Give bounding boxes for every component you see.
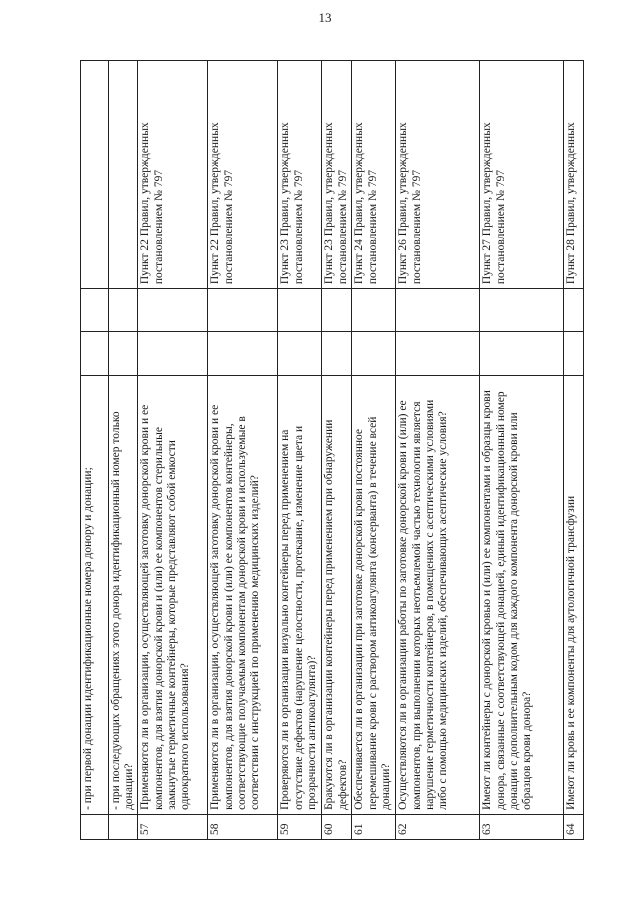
question-cell: Обеспечивается ли в организации при заготовке донорской крови постоянное перемешивание крови с раствором антикоагулянта (консерванта) в течение всей донации? [352,375,396,814]
answer-cell [322,332,352,375]
answer-cell [322,289,352,332]
question-cell: Проверяются ли в организации визуально контейнеры перед применением на отсутствие дефектов (нарушение целостности, протекание, изменение цвета и прозрачности антикоагулянта)? [278,375,322,814]
reference-cell: Пункт 22 Правил, утвержденных постановлением № 797 [138,61,208,289]
question-cell: Имеют ли контейнеры с донорской кровью и (или) ее компонентами и образцы крови донора, связанные с соответствующей донацией, единый идентификационный номер донации с дополнительным кодом для каждого компонента донорской крови или образцов крови донора? [480,375,564,814]
question-cell: Применяются ли в организации, осуществляющей заготовку донорской крови и ее компонентов, для взятия донорской крови и (или) ее компонентов контейнеры, соответствующие получаемым компонентам донорской крови и используемые в соответствии с инструкцией по применению медицинских изделий? [208,375,278,814]
table-row [278,61,322,840]
row-number [81,814,109,839]
answer-cell [81,332,109,375]
answer-cell [278,289,322,332]
answer-cell [396,289,480,332]
reference-cell: Пункт 27 Правил, утвержденных постановлением № 797 [480,61,564,289]
answer-cell [138,289,208,332]
answer-cell [352,332,396,375]
answer-cell [138,332,208,375]
answer-cell [109,332,138,375]
answer-cell [81,289,109,332]
answer-cell [208,289,278,332]
row-number: 60 [322,814,352,839]
reference-cell: Пункт 24 Правил, утвержденных постановлением № 797 [352,61,396,289]
row-number: 59 [278,814,322,839]
reference-cell [81,61,109,289]
answer-cell [480,332,564,375]
question-cell: Бракуются ли в организации контейнеры перед применением при обнаружении дефектов? [322,375,352,814]
question-cell: Осуществляются ли в организации работы по заготовке донорской крови и (или) ее компонентов, при выполнении которых неотъемлемой частью технологии является нарушение герметичности контейнеров, в помещениях с асептическими условиями либо с помощью медицинских изделий, обеспечивающих асептические условия? [396,375,480,814]
row-number: 58 [208,814,278,839]
answer-cell [278,332,322,375]
answer-cell [480,289,564,332]
rotated-page-content [80,60,585,840]
reference-cell: Пункт 26 Правил, утвержденных постановлением № 797 [396,61,480,289]
table-row [352,61,396,840]
reference-cell [109,61,138,289]
table-row [396,61,480,840]
reference-cell: Пункт 22 Правил, утвержденных постановлением № 797 [208,61,278,289]
checklist-table [80,60,584,840]
row-number: 57 [138,814,208,839]
table-row [109,61,138,840]
answer-cell [109,289,138,332]
row-number: 62 [396,814,480,839]
table-row [81,61,109,840]
table-row [322,61,352,840]
answer-cell [564,289,584,332]
row-number [109,814,138,839]
table-row [564,61,584,840]
question-cell: - при первой донации идентификационные номера донору и донации; [81,375,109,814]
answer-cell [396,332,480,375]
row-number: 61 [352,814,396,839]
reference-cell: Пункт 23 Правил, утвержденных постановлением № 797 [278,61,322,289]
answer-cell [564,332,584,375]
reference-cell: Пункт 28 Правил, утвержденных [564,61,584,289]
answer-cell [208,332,278,375]
question-cell: - при последующих обращениях этого донора идентификационный номер только донации? [109,375,138,814]
question-cell: Применяются ли в организации, осуществляющей заготовку донорской крови и ее компонентов, для взятия донорской крови и (или) ее компонентов стерильные замкнутые герметичные контейнеры, которые представляют собой емкости однократного использования? [138,375,208,814]
row-number: 64 [564,814,584,839]
question-cell: Имеют ли кровь и ее компоненты для аутологичной трансфузии [564,375,584,814]
answer-cell [352,289,396,332]
reference-cell: Пункт 23 Правил, утвержденных постановлением № 797 [322,61,352,289]
table-row [480,61,564,840]
table-row [208,61,278,840]
page-number: 13 [318,10,332,25]
table-row [138,61,208,840]
row-number: 63 [480,814,564,839]
